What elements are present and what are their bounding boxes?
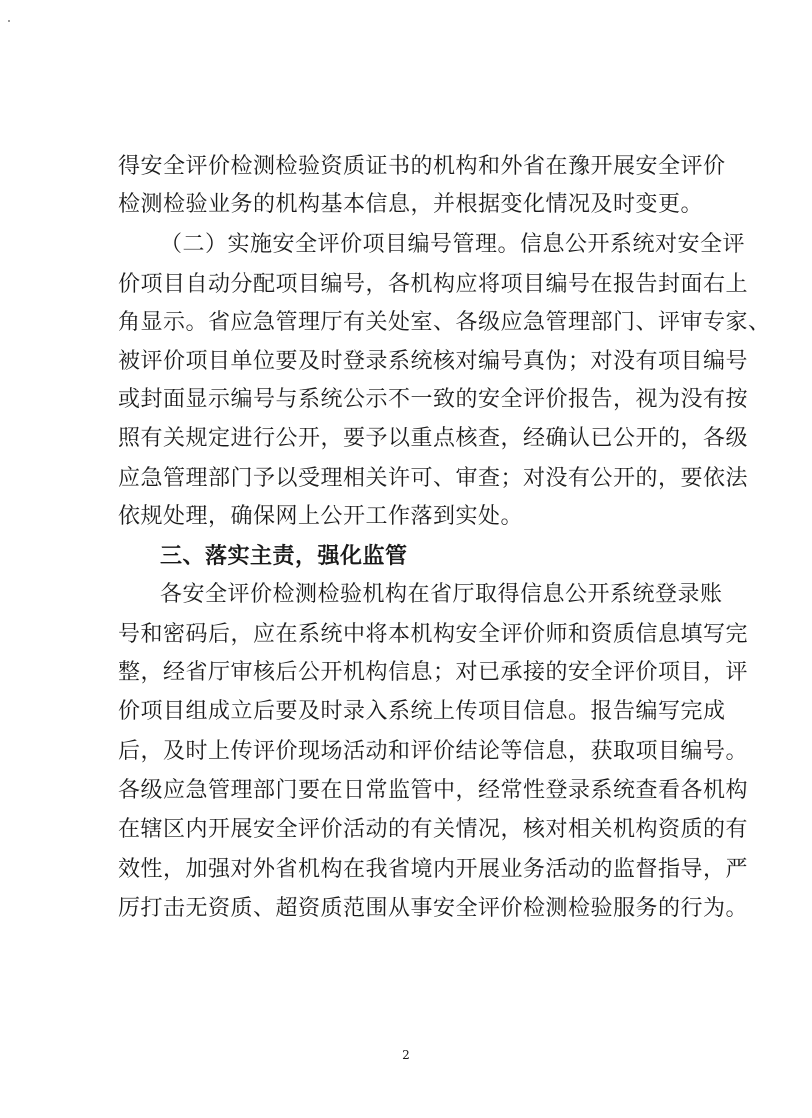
paragraph-line: 应急管理部门予以受理相关许可、审查；对没有公开的，要依法 <box>118 466 749 491</box>
paragraph-line: （二）实施安全评价项目编号管理。信息公开系统对安全评 <box>160 232 746 257</box>
paragraph-line: 被评价项目单位要及时登录系统核对编号真伪；对没有项目编号 <box>118 349 749 374</box>
paragraph-line: 得安全评价检测检验资质证书的机构和外省在豫开展安全评价 <box>118 154 726 179</box>
paragraph-line: 各级应急管理部门要在日常监管中，经常性登录系统查看各机构 <box>118 778 749 803</box>
paragraph-line: 角显示。省应急管理厅有关处室、各级应急管理部门、评审专家、 <box>118 310 771 335</box>
paragraph-line: 价项目组成立后要及时录入系统上传项目信息。报告编写完成 <box>118 699 726 724</box>
page-number: 2 <box>402 1048 410 1062</box>
paragraph-line: 整，经省厅审核后公开机构信息；对已承接的安全评价项目，评 <box>118 660 749 685</box>
paragraph-line: 效性，加强对外省机构在我省境内开展业务活动的监督指导，严 <box>118 857 749 882</box>
paragraph-line: 价项目自动分配项目编号，各机构应将项目编号在报告封面右上 <box>118 272 749 297</box>
paragraph-line: 照有关规定进行公开，要予以重点核查，经确认已公开的，各级 <box>118 426 749 451</box>
paragraph-line: 或封面显示编号与系统公示不一致的安全评价报告，视为没有按 <box>118 387 749 412</box>
paragraph-line: 依规处理，确保网上公开工作落到实处。 <box>118 504 524 529</box>
paragraph-line: 后，及时上传评价现场活动和评价结论等信息，获取项目编号。 <box>118 739 749 764</box>
section-heading: 三、落实主责，强化监管 <box>160 544 408 569</box>
paragraph-line: 厉打击无资质、超资质范围从事安全评价检测检验服务的行为。 <box>118 896 749 921</box>
paragraph-line: 各安全评价检测检验机构在省厅取得信息公开系统登录账 <box>160 582 723 607</box>
paragraph-line: 检测检验业务的机构基本信息，并根据变化情况及时变更。 <box>118 192 704 217</box>
paragraph-line: 在辖区内开展安全评价活动的有关情况，核对相关机构资质的有 <box>118 817 749 842</box>
paragraph-line: 号和密码后，应在系统中将本机构安全评价师和资质信息填写完 <box>118 622 749 647</box>
